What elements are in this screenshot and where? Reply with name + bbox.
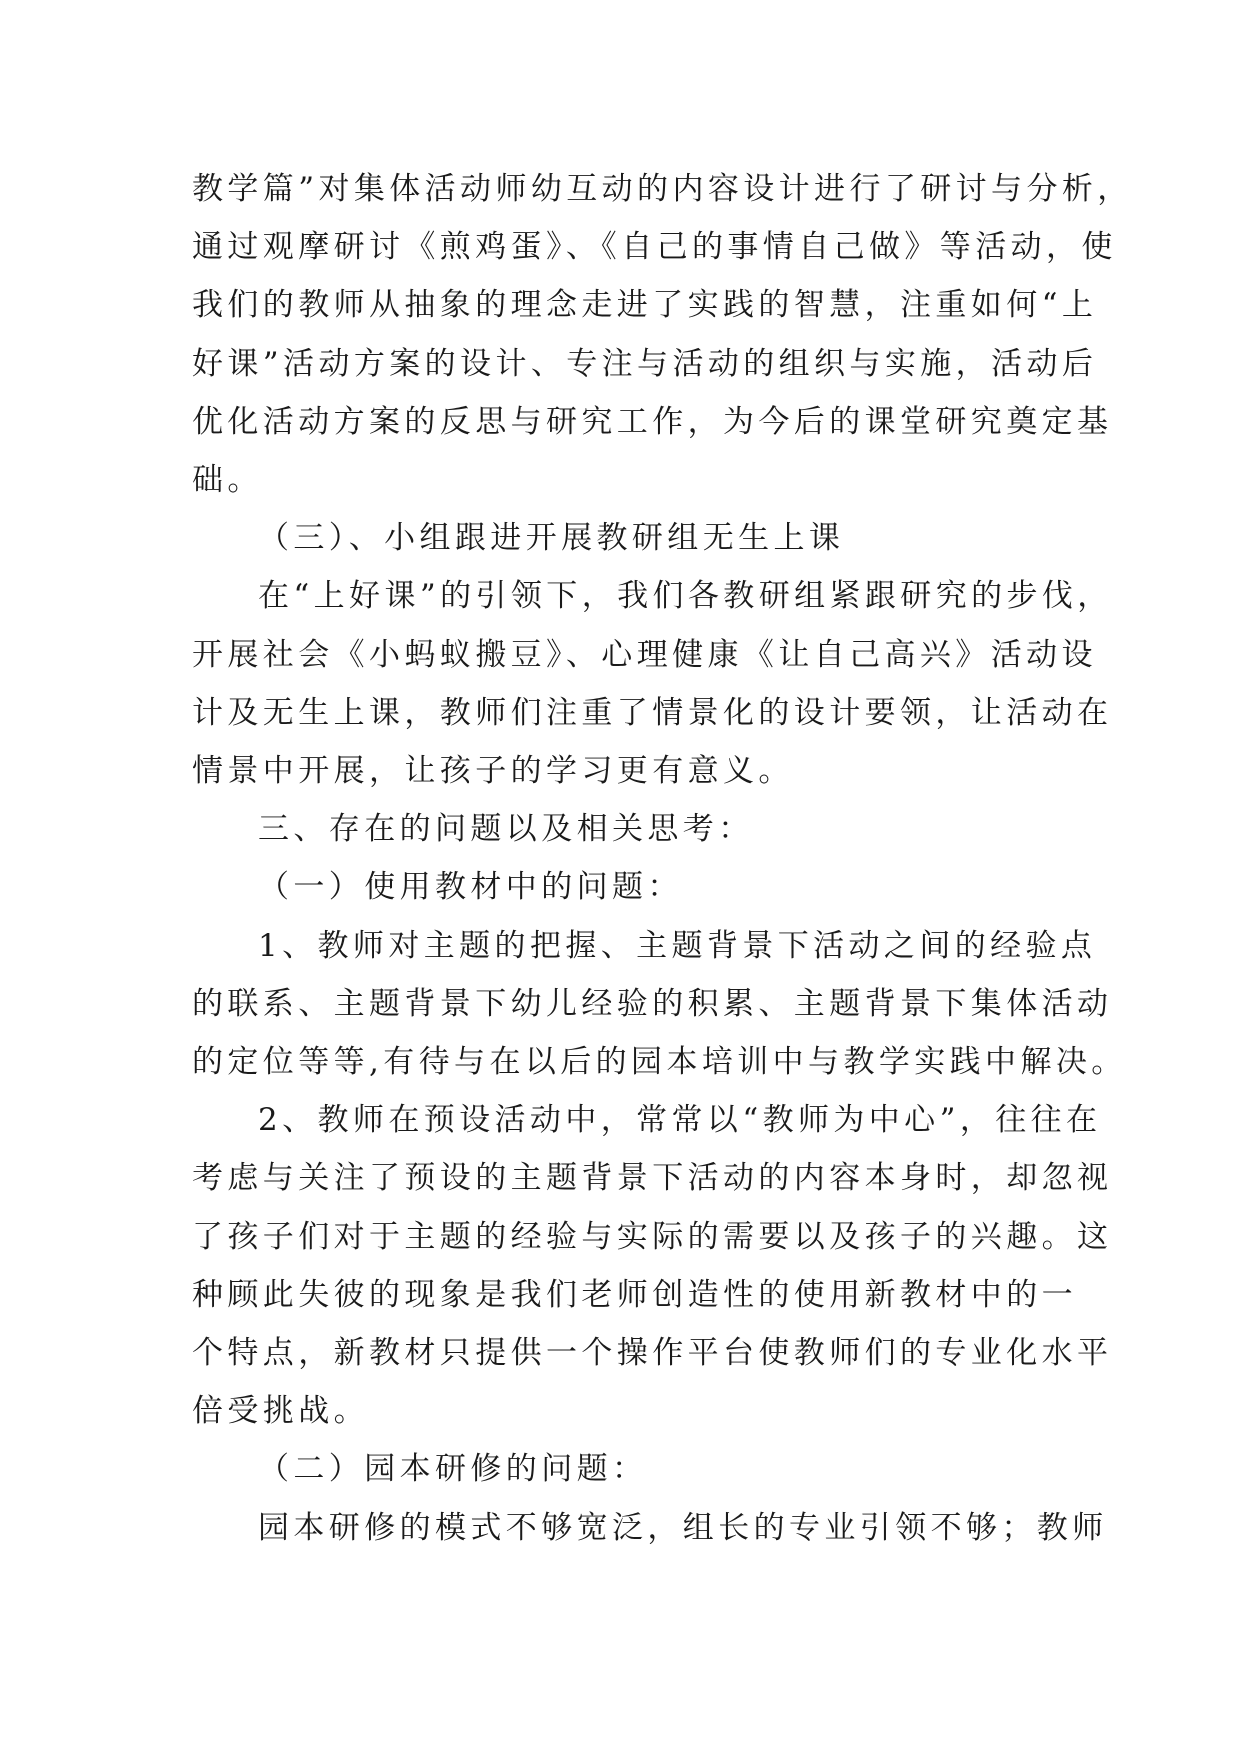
text-line: 了孩子们对于主题的经验与实际的需要以及孩子的兴趣。这	[192, 1218, 1113, 1255]
paragraph-teaching-groups	[192, 567, 1113, 800]
text-line: 种顾此失彼的现象是我们老师创造性的使用新教材中的一	[192, 1276, 1077, 1313]
text-line: 的定位等等,有待与在以后的园本培训中与教学实践中解决。	[192, 1044, 1127, 1081]
heading-line: （一）使用教材中的问题：	[258, 869, 683, 906]
subsection-heading-school-research	[192, 1440, 1092, 1498]
heading-line: （二）园本研修的问题：	[258, 1451, 648, 1488]
text-line: 1、教师对主题的把握、主题背景下活动之间的经验点	[258, 927, 1097, 964]
text-line: 好课”活动方案的设计、专注与活动的组织与实施，活动后	[192, 345, 1098, 382]
text-line: 考虑与关注了预设的主题背景下活动的内容本身时，却忽视	[192, 1160, 1113, 1197]
subsection-heading-materials	[192, 858, 1092, 916]
paragraph-activity-design	[192, 160, 1133, 509]
text-line: 倍受挑战。	[192, 1393, 369, 1430]
heading-line: （三）、小组跟进开展教研组无生上课	[258, 520, 845, 557]
paragraph-problem-2	[192, 1091, 1113, 1440]
text-line: 计及无生上课，教师们注重了情景化的设计要领，让活动在	[192, 694, 1113, 731]
text-line: 通过观摩研讨《煎鸡蛋》、《自己的事情自己做》等活动，使	[192, 229, 1117, 266]
paragraph-school-research	[192, 1499, 1108, 1557]
section-heading-problems	[192, 800, 1092, 858]
text-line: 的联系、主题背景下幼儿经验的积累、主题背景下集体活动	[192, 985, 1113, 1022]
text-line: 园本研修的模式不够宽泛，组长的专业引领不够；教师	[258, 1509, 1108, 1546]
text-line: 情景中开展，让孩子的学习更有意义。	[192, 753, 794, 790]
text-line: 优化活动方案的反思与研究工作，为今后的课堂研究奠定基	[192, 403, 1113, 440]
text-line: 础。	[192, 462, 263, 499]
section-heading-group-follow-up	[192, 509, 1092, 567]
text-line: 开展社会《小蚂蚁搬豆》、心理健康《让自己高兴》活动设	[192, 636, 1097, 673]
text-line: 我们的教师从抽象的理念走进了实践的智慧，注重如何“上	[192, 287, 1098, 324]
text-line: 2、教师在预设活动中，常常以“教师为中心”，往往在	[258, 1102, 1102, 1139]
paragraph-problem-1	[192, 917, 1127, 1092]
document-body	[192, 160, 1133, 1557]
heading-line: 三、存在的问题以及相关思考：	[258, 811, 754, 848]
text-line: 教学篇”对集体活动师幼互动的内容设计进行了研讨与分析，	[192, 171, 1133, 207]
text-line: 在“上好课”的引领下，我们各教研组紧跟研究的步伐，	[258, 578, 1113, 615]
text-line: 个特点，新教材只提供一个操作平台使教师们的专业化水平	[192, 1335, 1113, 1372]
